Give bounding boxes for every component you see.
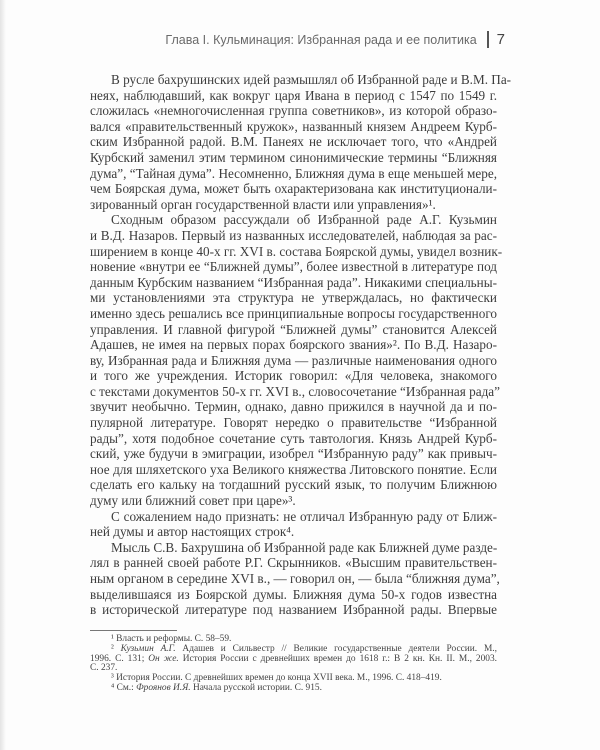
footnote-rule — [90, 630, 177, 631]
paragraph — [90, 539, 500, 618]
text-line: в исторической литературе под названием Избранной рады. Впервые — [90, 602, 497, 618]
footnote-text: ¹ Власть и реформы. С. 58–59. — [111, 634, 232, 644]
author-name: Кузьмин А.Г. — [120, 643, 176, 654]
text-line: зированный орган государственной власти или управления»¹. — [90, 196, 436, 212]
running-title: Глава I. Кульминация: Избранная рада и ее политика — [165, 32, 477, 47]
text-line: думу или ближний совет при царе»³. — [90, 493, 296, 509]
text-line: ширением в конце 40-х гг. XVI в. состава Боярской думы, увидел возник- — [90, 243, 503, 259]
footnote-text: ³ История России. С древнейших времен до конца XVII века. М., 1996. С. 418–419. — [111, 673, 442, 684]
footnote-line — [90, 684, 497, 694]
text-line: с текстами документов 50-х гг. XVI в., словосочетание “Избранная рада” — [90, 383, 500, 399]
text-line: Сходным образом рассуждали об Избранной раде А.Г. Кузьмин — [111, 212, 497, 228]
text-line: Курбский заменил этим термином синонимические термины “Ближняя — [90, 149, 497, 165]
text-line: ным органом в середине XVI в., — говорил он, — была “ближняя дума”, — [90, 571, 500, 586]
footnote — [90, 684, 497, 694]
footnote-text: ² — [111, 643, 121, 654]
text-line: Мысль С.В. Бахрушина об Избранной раде как Ближней думе разде- — [111, 539, 498, 555]
body-text — [90, 72, 512, 618]
author-name: Он же. — [148, 653, 179, 664]
scan-edge-shadow — [0, 0, 6, 750]
text-line: неях, наблюдавший, как вокруг царя Ивана в период с 1547 по 1549 г. — [90, 87, 497, 103]
footnote-text: Адашев и Сильвестр // Великие государственные деятели России. М., — [175, 643, 497, 654]
header-divider — [487, 31, 489, 48]
footnote-text: 1996. С. 131; — [90, 653, 149, 664]
text-line: и того же учреждения. Историк говорил: «Для человека, знакомого — [90, 368, 497, 384]
paragraph — [90, 72, 512, 212]
footnote-text: ⁴ См.: — [111, 682, 137, 693]
text-line: данным Курбским названием “Избранная рада”. Никакими специальны- — [90, 274, 497, 290]
text-line: и В.Д. Назаров. Первый из названных исследователей, наблюдая за рас- — [90, 227, 497, 243]
text-line: рады”, хотя подобное сочетание суть тавтология. Князь Андрей Курб- — [90, 430, 497, 446]
footnotes — [90, 635, 497, 694]
text-line: С сожалением надо признать: не отличал Избранную раду от Ближ- — [111, 508, 497, 524]
paragraph — [90, 509, 497, 540]
text-line: ней думы и автор настоящих строк⁴. — [90, 524, 295, 540]
text-line: пулярной литературе. Говорят нередко о правительстве “Избранной — [90, 415, 497, 431]
text-line: выделившаяся из Боярской думы. Ближняя дума 50-х годов известна — [90, 586, 497, 602]
author-name: Фроянов И.Я. — [136, 682, 191, 693]
text-line: звучит необычно. Термин, однако, давно прижился в научной да и по- — [90, 399, 497, 415]
text-line: дума”, “Тайная дума”. Несомненно, Ближняя дума в еще меньшей мере, — [90, 165, 497, 181]
footnote — [90, 645, 497, 674]
text-line: Адашев, не имея на первых порах боярского звания»². По В.Д. Назаро- — [90, 337, 497, 353]
text-line: ским Избранной радой. В.М. Панеях не исключает того, что «Андрей — [90, 134, 497, 150]
running-header — [165, 31, 505, 48]
footnote-text: С. 237. — [90, 663, 118, 674]
text-line: сделать его кальку на тогдашний русский язык, то получим Ближнюю — [90, 477, 497, 493]
text-line: сложилась «немногочисленная группа советников», из которой образо- — [90, 103, 497, 119]
text-line: ми установлениями эта структура не утверждалась, но фактически — [90, 290, 497, 306]
text-line: управления. И главной фигурой “Ближней думы” становится Алексей — [90, 321, 497, 337]
footnote-text: Начала русской истории. С. 915. — [190, 682, 322, 693]
text-line: ву, Избранная рада и Ближняя дума — различные наименования одного — [90, 352, 497, 368]
text-line: В русле бахрушинских идей размышлял об Избранной раде и В.М. Па- — [111, 72, 512, 87]
text-line: ский, уже будучи в эмиграции, изобрел “Избранную раду” как привыч- — [90, 446, 497, 462]
text-line: именно здесь решались все принципиальные вопросы государственного — [90, 305, 497, 321]
footnote-text: История России с древнейших времен до 1618 г.: В 2 кн. Кн. II. М., 2003. — [178, 653, 497, 664]
footnote-line — [90, 655, 497, 665]
text-line: чем Боярская дума, может быть охарактеризована как институционали- — [90, 181, 497, 197]
paragraph — [90, 212, 503, 509]
page-number: 7 — [496, 31, 505, 48]
text-line: новение «внутри ее “Ближней думы”, более известной в литературе под — [90, 259, 497, 275]
text-line: ное для шляхетского уха Великого княжества Литовского понятие. Если — [90, 461, 497, 477]
text-line: вался «правительственный кружок», названный князем Андреем Курб- — [90, 118, 497, 134]
text-line: лял в ранней своей работе Р.Г. Скрынников. «Высшим правительствен- — [90, 555, 497, 571]
